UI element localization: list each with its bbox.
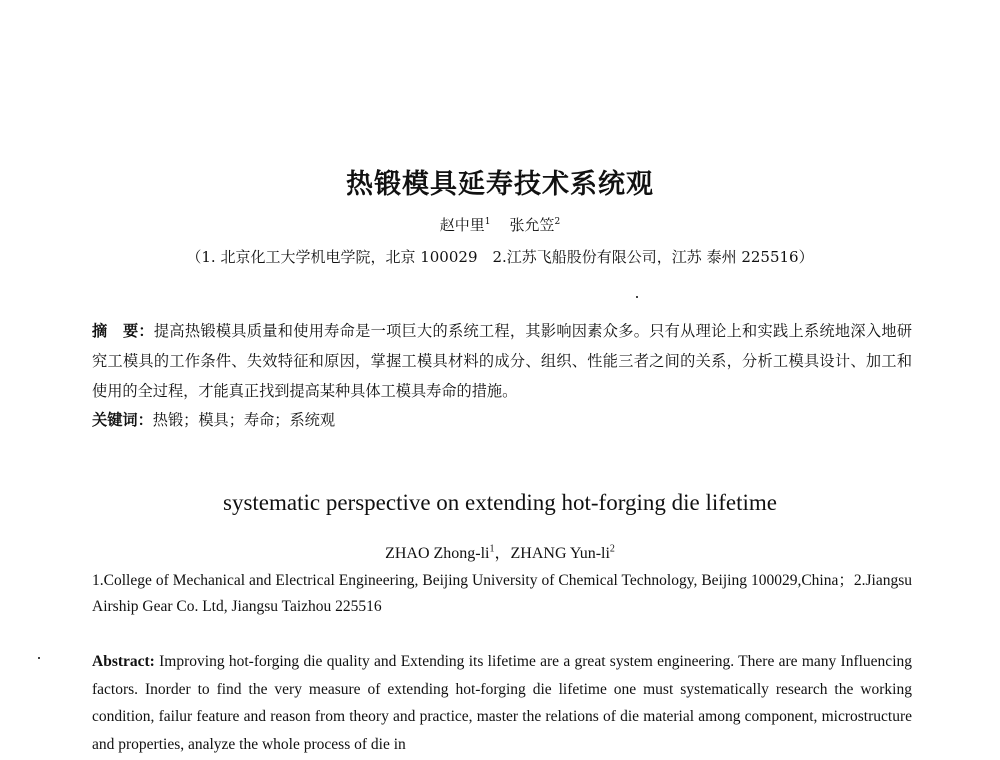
author-2-superscript: 2 (554, 217, 561, 227)
chinese-keywords (92, 409, 912, 430)
chinese-affiliation: （1. 北京化工大学机电学院，北京 100029 2.江苏飞船股份有限公司，江苏 泰州 225516） (186, 248, 814, 266)
dot-mark-1 (636, 296, 638, 298)
english-title: systematic perspective on extending hot-forging die lifetime (223, 490, 777, 515)
chinese-author-2: 张允笠 (509, 216, 555, 234)
author-separator: ， (494, 545, 511, 562)
chinese-keywords-label: 关键词： (92, 411, 153, 429)
chinese-title: 热锻模具延寿技术系统观 (346, 169, 654, 200)
chinese-author-1: 赵中里 (439, 216, 485, 234)
english-author-2-superscript: 2 (609, 543, 615, 555)
chinese-keywords-text: 热锻；模具；寿命；系统观 (152, 411, 335, 429)
english-abstract-text: Improving hot-forging die quality and Extending its lifetime are a great system engineering. There are many Influencing factors. Inorder to find the very measure of extending hot-forging die lifetime one must systematically research the working condition, failur feature and reason from theory and practice, master the relations of die material among component, microstructure and properties, analyze the whole process of die in (92, 653, 912, 753)
english-affiliation: 1.College of Mechanical and Electrical Engineering, Beijing University of Chemical Technology, Beijing 100029,China；2.Jiangsu Airship Gear Co. Ltd, Jiangsu Taizhou 225516 (92, 572, 912, 615)
chinese-abstract (92, 316, 912, 406)
english-abstract-label: Abstract: (92, 653, 155, 670)
dot-mark-2 (38, 657, 40, 659)
english-author-1: ZHAO Zhong-li (385, 545, 490, 562)
author-1-superscript: 1 (484, 217, 491, 227)
english-author-2: ZHANG Yun-li (510, 545, 610, 562)
chinese-abstract-text: 提高热锻模具质量和使用寿命是一项巨大的系统工程，其影响因素众多。只有从理论上和实践上系统地深入地研究工模具的工作条件、失效特征和原因，掌握工模具材料的成分、组织、性能三者之间的关系，分析工模具设计、加工和使用的全过程，才能真正找到提高某种具体工模具寿命的措施。 (92, 322, 913, 400)
english-author-1-superscript: 1 (489, 543, 495, 555)
chinese-abstract-label: 摘 要： (92, 322, 154, 340)
english-authors (0, 540, 1000, 563)
english-abstract (92, 648, 912, 758)
chinese-authors (0, 214, 1000, 235)
